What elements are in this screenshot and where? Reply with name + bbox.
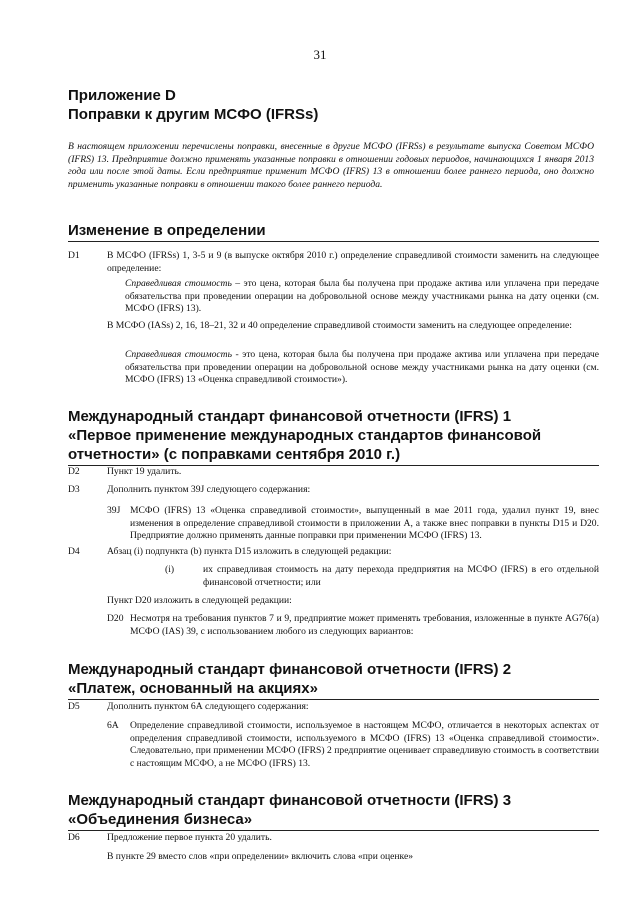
- para-text: Дополнить пунктом 39J следующего содержания:: [107, 484, 311, 495]
- appendix-title: [68, 86, 318, 124]
- sub-para-number: D20: [107, 613, 124, 624]
- item-text: их справедливая стоимость на дату перехода предприятия на МСФО (IFRS) в его отдельной финансовой отчетности; или: [203, 564, 599, 588]
- appendix-subtitle: Поправки к другим МСФО (IFRSs): [68, 106, 319, 123]
- heading-line: «Платеж, основанный на акциях»: [68, 680, 318, 697]
- para-text: Предложение первое пункта 20 удалить.: [107, 832, 272, 843]
- section-heading-ifrs3: [68, 791, 599, 831]
- heading-line: Международный стандарт финансовой отчетности (IFRS) 1: [68, 408, 512, 425]
- intro-paragraph: В настоящем приложении перечислены поправки, внесенные в другие МСФО (IFRSs) в результате выпуска Советом МСФО (IFRS) 13. Предприятие должно применять указанные поправки в отношении годовых периодов, начинающихся 1 января 2013 года или после этой даты. Если предприятие применит МСФО (IFRS) 13 в отношении более раннего периода, оно должно применить указанные поправки в отношении такого более раннего периода.: [68, 141, 594, 190]
- para-text: Дополнить пунктом 6А следующего содержания:: [107, 701, 309, 712]
- para-text: Пункт 19 удалить.: [107, 466, 182, 477]
- section-heading-ifrs1: [68, 407, 599, 466]
- definition: – это цена, которая была бы получена при продаже актива или уплачена при передаче обязательства при проведении операции на добровольной основе между участниками рынка на дату оценки (см. МСФО (IFRS) 13).: [125, 278, 600, 314]
- item-marker: (i): [165, 564, 175, 575]
- term: Справедливая стоимость: [125, 349, 232, 360]
- sub-para-text: МСФО (IFRS) 13 «Оценка справедливой стоимости», выпущенный в мае 2011 года, удалил пункт 19, внес изменения в определение справедливой стоимости в приложении А, а также внес поправки в пункты D15 и D20. Предприятие должно применять данные поправки при применении МСФО (IFRS) 13.: [130, 505, 599, 541]
- heading-line: Международный стандарт финансовой отчетности (IFRS) 2: [68, 661, 512, 678]
- sub-para-text: Определение справедливой стоимости, используемое в настоящем МСФО, отличается в некоторых аспектах от определения справедливой стоимости, используемого в МСФО (IFRS) 13 «Оценка справедливой стоимости». Следовательно, при применении МСФО (IFRS) 2 предприятие оценивает справедливую стоимость в соответствии с настоящим МСФО, а не МСФО (IFRS) 13.: [130, 720, 599, 769]
- para-text: Пункт D20 изложить в следующей редакции:: [107, 595, 292, 606]
- para-text: В МСФО (IFRSs) 1, 3-5 и 9 (в выпуске октября 2010 г.) определение справедливой стоимости заменить на следующее определение:: [107, 250, 599, 274]
- page-number: 31: [313, 47, 327, 62]
- para-number: D6: [68, 832, 80, 843]
- para-text: В МСФО (IASs) 2, 16, 18–21, 32 и 40 определение справедливой стоимости заменить на следующее определение:: [107, 320, 572, 331]
- section-heading-ifrs2: [68, 660, 599, 700]
- heading-line: Международный стандарт финансовой отчетности (IFRS) 3: [68, 792, 512, 809]
- para-text: В пункте 29 вместо слов «при определении» включить слова «при оценке»: [107, 851, 414, 862]
- appendix-label: Приложение D: [68, 87, 176, 104]
- para-number: D1: [68, 250, 80, 261]
- para-number: D5: [68, 701, 80, 712]
- sub-para-text: Несмотря на требования пунктов 7 и 9, предприятие может применять требования, изложенные в пункте AG76(a) МСФО (IAS) 39, с использованием любого из следующих вариантов:: [130, 613, 599, 637]
- sub-para-number: 39J: [107, 505, 121, 516]
- term: Справедливая стоимость: [125, 278, 232, 289]
- heading-line: «Первое применение международных стандартов финансовой: [68, 427, 542, 444]
- para-number: D2: [68, 466, 80, 477]
- heading-line: отчетности» (с поправками сентября 2010 г.): [68, 446, 401, 463]
- quote-text: [125, 349, 599, 387]
- para-number: D4: [68, 546, 80, 557]
- quote-text: [125, 278, 599, 316]
- sub-para-number: 6А: [107, 720, 119, 731]
- para-text: Абзац (i) подпункта (b) пункта D15 изложить в следующей редакции:: [107, 546, 392, 557]
- section-heading-definition: Изменение в определении: [68, 221, 599, 242]
- para-number: D3: [68, 484, 80, 495]
- definition: - это цена, которая была бы получена при продаже актива или уплачена при передаче обязательства при проведении операции на добровольной основе между участниками рынка на дату оценки (см. МСФО (IFRS) 13 «Оценка справедливой стоимости»).: [125, 349, 599, 385]
- heading-line: «Объединения бизнеса»: [68, 811, 253, 828]
